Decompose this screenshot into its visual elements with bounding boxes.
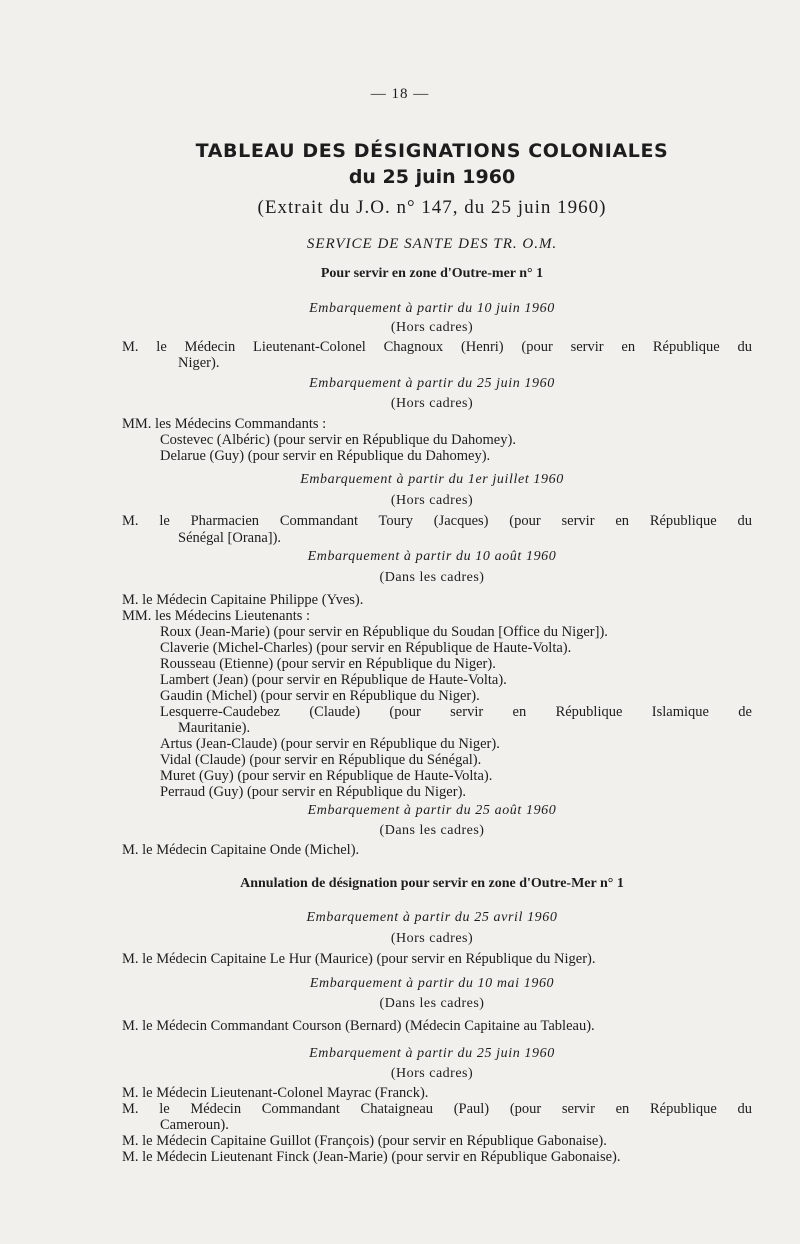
entry-line: Artus (Jean-Claude) (pour servir en République du Niger).: [160, 736, 500, 752]
entry-line: Lesquerre-Caudebez (Claude) (pour servir en République Islamique de: [160, 704, 752, 720]
entry-line: Roux (Jean-Marie) (pour servir en République du Soudan [Office du Niger]).: [160, 624, 608, 640]
embark-heading: Embarquement à partir du 25 avril 1960: [306, 910, 558, 925]
cadre-status: (Hors cadres): [390, 320, 474, 335]
cadre-status: (Hors cadres): [390, 931, 474, 946]
entry-line: Gaudin (Michel) (pour servir en République du Niger).: [160, 688, 480, 704]
entry-line: Claverie (Michel-Charles) (pour servir en République de Haute-Volta).: [160, 640, 572, 656]
entry-line: Delarue (Guy) (pour servir en République du Dahomey).: [160, 448, 491, 464]
embark-heading: Embarquement à partir du 25 août 1960: [307, 803, 557, 818]
service-heading: SERVICE DE SANTE DES TR. O.M.: [306, 236, 558, 252]
entry-line: MM. les Médecins Commandants :: [122, 416, 327, 432]
embark-heading: Embarquement à partir du 10 août 1960: [307, 549, 557, 564]
embark-heading: Embarquement à partir du 1er juillet 1960: [300, 472, 564, 487]
embark-heading: Embarquement à partir du 25 juin 1960: [309, 376, 555, 391]
document-extract: (Extrait du J.O. n° 147, du 25 juin 1960): [257, 197, 607, 218]
entry-line: Muret (Guy) (pour servir en République de Haute-Volta).: [160, 768, 493, 784]
cadre-status: (Dans les cadres): [379, 823, 485, 838]
entry-line: Lambert (Jean) (pour servir en République de Haute-Volta).: [160, 672, 507, 688]
entry-line: MM. les Médecins Lieutenants :: [122, 608, 311, 624]
entry-line: M. le Médecin Lieutenant Finck (Jean-Marie) (pour servir en République Gabonaise).: [122, 1149, 621, 1165]
entry-line: Rousseau (Etienne) (pour servir en République du Niger).: [160, 656, 496, 672]
cadre-status: (Hors cadres): [390, 493, 474, 508]
entry-line: Sénégal [Orana]).: [178, 530, 282, 546]
page-number: — 18 —: [370, 86, 430, 102]
entry-line: M. le Médecin Commandant Courson (Bernard) (Médecin Capitaine au Tableau).: [122, 1018, 595, 1034]
entry-line: Cameroun).: [160, 1117, 229, 1133]
entry-line: M. le Médecin Capitaine Le Hur (Maurice) (pour servir en République du Niger).: [122, 951, 596, 967]
entry-line: Perraud (Guy) (pour servir en République du Niger).: [160, 784, 467, 800]
entry-line: M. le Médecin Lieutenant-Colonel Chagnoux (Henri) (pour servir en République du: [122, 339, 752, 355]
cadre-status: (Dans les cadres): [379, 996, 485, 1011]
section-heading: Annulation de désignation pour servir en zone d'Outre-Mer n° 1: [240, 876, 624, 891]
entry-line: M. le Médecin Commandant Chataigneau (Paul) (pour servir en République du: [122, 1101, 752, 1117]
embark-heading: Embarquement à partir du 25 juin 1960: [309, 1046, 555, 1061]
cadre-status: (Hors cadres): [390, 396, 474, 411]
entry-line: Niger).: [178, 355, 220, 371]
document-title: TABLEAU DES DÉSIGNATIONS COLONIALES: [195, 140, 669, 162]
entry-line: Vidal (Claude) (pour servir en République du Sénégal).: [160, 752, 482, 768]
entry-line: M. le Médecin Capitaine Philippe (Yves).: [122, 592, 364, 608]
entry-line: M. le Pharmacien Commandant Toury (Jacques) (pour servir en République du: [122, 513, 752, 529]
embark-heading: Embarquement à partir du 10 juin 1960: [309, 301, 555, 316]
entry-line: M. le Médecin Lieutenant-Colonel Mayrac (Franck).: [122, 1085, 429, 1101]
document-date: du 25 juin 1960: [348, 166, 516, 188]
embark-heading: Embarquement à partir du 10 mai 1960: [309, 976, 555, 991]
entry-line: M. le Médecin Capitaine Onde (Michel).: [122, 842, 360, 858]
cadre-status: (Dans les cadres): [379, 570, 485, 585]
entry-line: M. le Médecin Capitaine Guillot (François) (pour servir en République Gabonaise).: [122, 1133, 607, 1149]
entry-line: Costevec (Albéric) (pour servir en République du Dahomey).: [160, 432, 516, 448]
cadre-status: (Hors cadres): [390, 1066, 474, 1081]
section-heading: Pour servir en zone d'Outre-mer n° 1: [320, 266, 544, 281]
entry-line: Mauritanie).: [178, 720, 251, 736]
